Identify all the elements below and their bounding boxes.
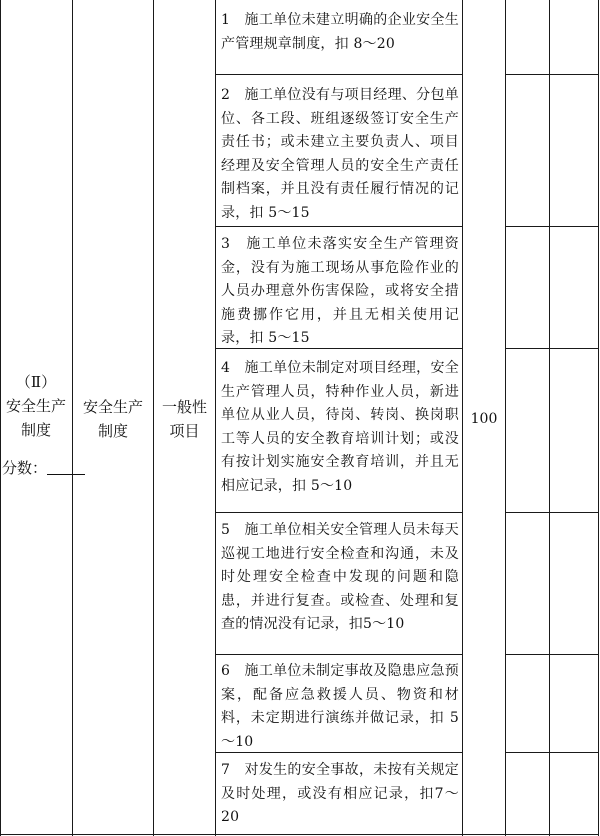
deduction-item-7: 7 对发生的安全事故，未按有关规定及时处理，或没有相应记录，扣7～20 xyxy=(221,762,459,826)
row-divider xyxy=(215,226,462,227)
deduction-item-6: 6 施工单位未制定事故及隐患应急预案，配备应急救援人员、物资和材料，未定期进行演练并做记录，扣 5～10 xyxy=(221,663,459,750)
category-title: 安全生产 xyxy=(5,397,66,415)
level-cell xyxy=(154,395,215,443)
deduction-item-4: 4 施工单位未制定对项目经理，安全生产管理人员，特种作业人员，新进单位从业人员，待岗、转岗、换岗职工等人员的安全教育培训计划；或没有按计划实施安全教育培训，并且无相应记录，扣 5～10 xyxy=(221,360,459,494)
category-title-cont: 制度 xyxy=(20,421,51,439)
score-label: 分数： xyxy=(2,459,48,477)
deduction-item-2: 2 施工单位没有与项目经理、分包单位、各工段、班组逐级签订安全生产责任书；或未建立主要负责人、项目经理及安全管理人员的安全生产责任制档案，并且没有责任履行情况的记录，扣 5～15 xyxy=(221,87,459,221)
level-line1: 一般性 xyxy=(161,398,207,416)
level-line2: 项目 xyxy=(169,422,200,440)
deduction-item-1: 1 施工单位未建立明确的企业安全生产管理规章制度，扣 8～20 xyxy=(221,12,459,52)
deduction-item-5: 5 施工单位相关安全管理人员未每天巡视工地进行安全检查和沟通，未及时处理安全检查中发现的问题和隐患，并进行复查。或检查、处理和复查的情况没有记录，扣5～10 xyxy=(221,522,459,633)
category-cell xyxy=(0,370,72,480)
row-divider xyxy=(215,654,462,655)
remarks-cell[interactable] xyxy=(550,0,598,834)
full-score-value: 100 xyxy=(470,411,498,427)
deduction-item-3: 3 施工单位未落实安全生产管理资金，没有为施工现场从事危险作业的人员办理意外伤害保险，或将安全措施费挪作它用，并且无相关使用记录，扣 5～15 xyxy=(221,236,459,347)
score-field xyxy=(0,456,72,480)
subject-cell xyxy=(73,395,153,443)
actual-score-cell[interactable] xyxy=(506,0,549,834)
row-divider xyxy=(215,512,462,513)
subject-line1: 安全生产 xyxy=(82,398,143,416)
subject-line2: 制度 xyxy=(97,422,128,440)
score-blank xyxy=(47,460,85,475)
table-border-bottom xyxy=(0,834,599,835)
row-divider xyxy=(215,74,462,75)
table-border-right xyxy=(598,0,599,836)
column-divider xyxy=(215,0,216,836)
category-number: （Ⅱ） xyxy=(15,373,57,391)
